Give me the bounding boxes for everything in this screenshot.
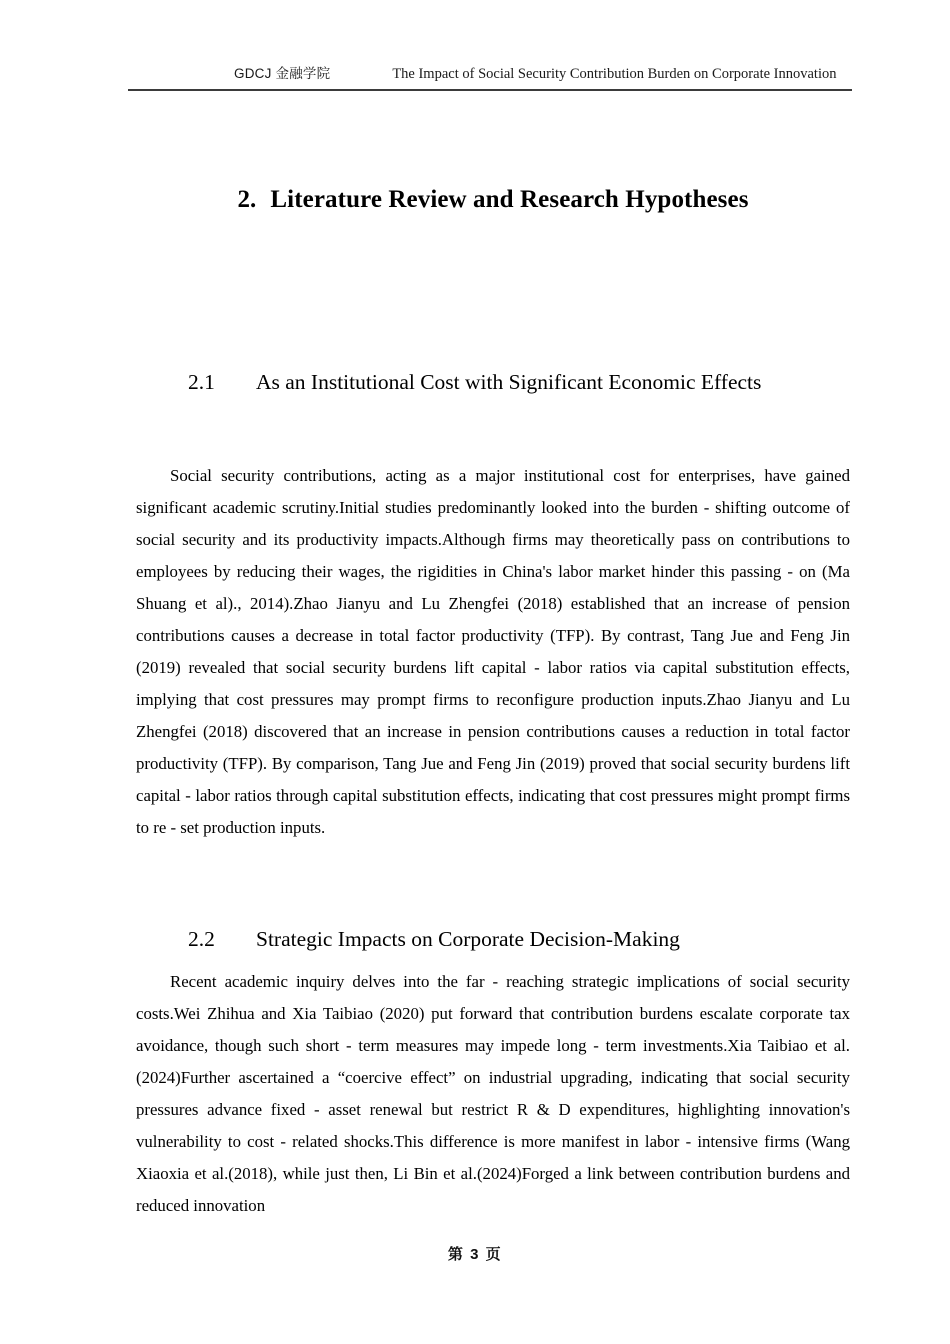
chapter-heading	[136, 186, 850, 214]
section-paragraph-2-1: Social security contributions, acting as a major institutional cost for enterprises, have gained significant academic scrutiny.Initial studies predominantly looked into the burden - shifting outcome of social security and its productivity impacts.Although firms may theoretically pass on contributions to employees by reducing their wages, the rigidities in China's labor market hinder this passing - on (Ma Shuang et al)., 2014).Zhao Jianyu and Lu Zhengfei (2018) established that an increase of pension contributions causes a decrease in total factor productivity (TFP). By contrast, Tang Jue and Feng Jin (2019) revealed that social security burdens lift capital - labor ratios via capital substitution effects, implying that cost pressures may prompt firms to reconfigure production inputs.Zhao Jianyu and Lu Zhengfei (2018) discovered that an increase in pension contributions causes a reduction in total factor productivity (TFP). By comparison, Tang Jue and Feng Jin (2019) proved that social security burdens lift capital - labor ratios through capital substitution effects, indicating that cost pressures might prompt firms to re - set production inputs.	[136, 466, 850, 837]
section-paragraph-2-2: Recent academic inquiry delves into the far - reaching strategic implications of social security costs.Wei Zhihua and Xia Taibiao (2020) put forward that contribution burdens escalate corporate tax avoidance, though such short - term measures may impede long - term investments.Xia Taibiao et al.(2024)Further ascertained a “coercive effect” on industrial upgrading, indicating that social security pressures advance fixed - asset renewal but restrict R & D expenditures, highlighting innovation's vulnerability to cost - related shocks.This difference is more manifest in labor - intensive firms (Wang Xiaoxia et al.(2018), while just then, Li Bin et al.(2024)Forged a link between contribution burdens and reduced innovation	[136, 972, 850, 1215]
running-header-content	[128, 62, 852, 88]
page-number-footer: 第 3 页	[447, 1246, 503, 1263]
section-number-2-2: 2.2	[188, 926, 215, 951]
running-header	[128, 62, 852, 92]
section-heading-2-2	[136, 927, 850, 952]
section-title-2-2: Strategic Impacts on Corporate Decision-Making	[256, 926, 680, 951]
header-document-title: The Impact of Social Security Contribution Burden on Corporate Innovation	[392, 66, 837, 82]
chapter-title-text: Literature Review and Research Hypotheses	[270, 186, 749, 213]
section-number-2-1: 2.1	[188, 369, 215, 394]
section-title-2-1: As an Institutional Cost with Significant Economic Effects	[256, 369, 762, 394]
chapter-number: 2.	[237, 186, 257, 213]
header-divider-rule	[128, 89, 852, 91]
section-heading-2-1	[136, 370, 850, 395]
header-organization: GDCJ 金融学院	[234, 66, 331, 81]
